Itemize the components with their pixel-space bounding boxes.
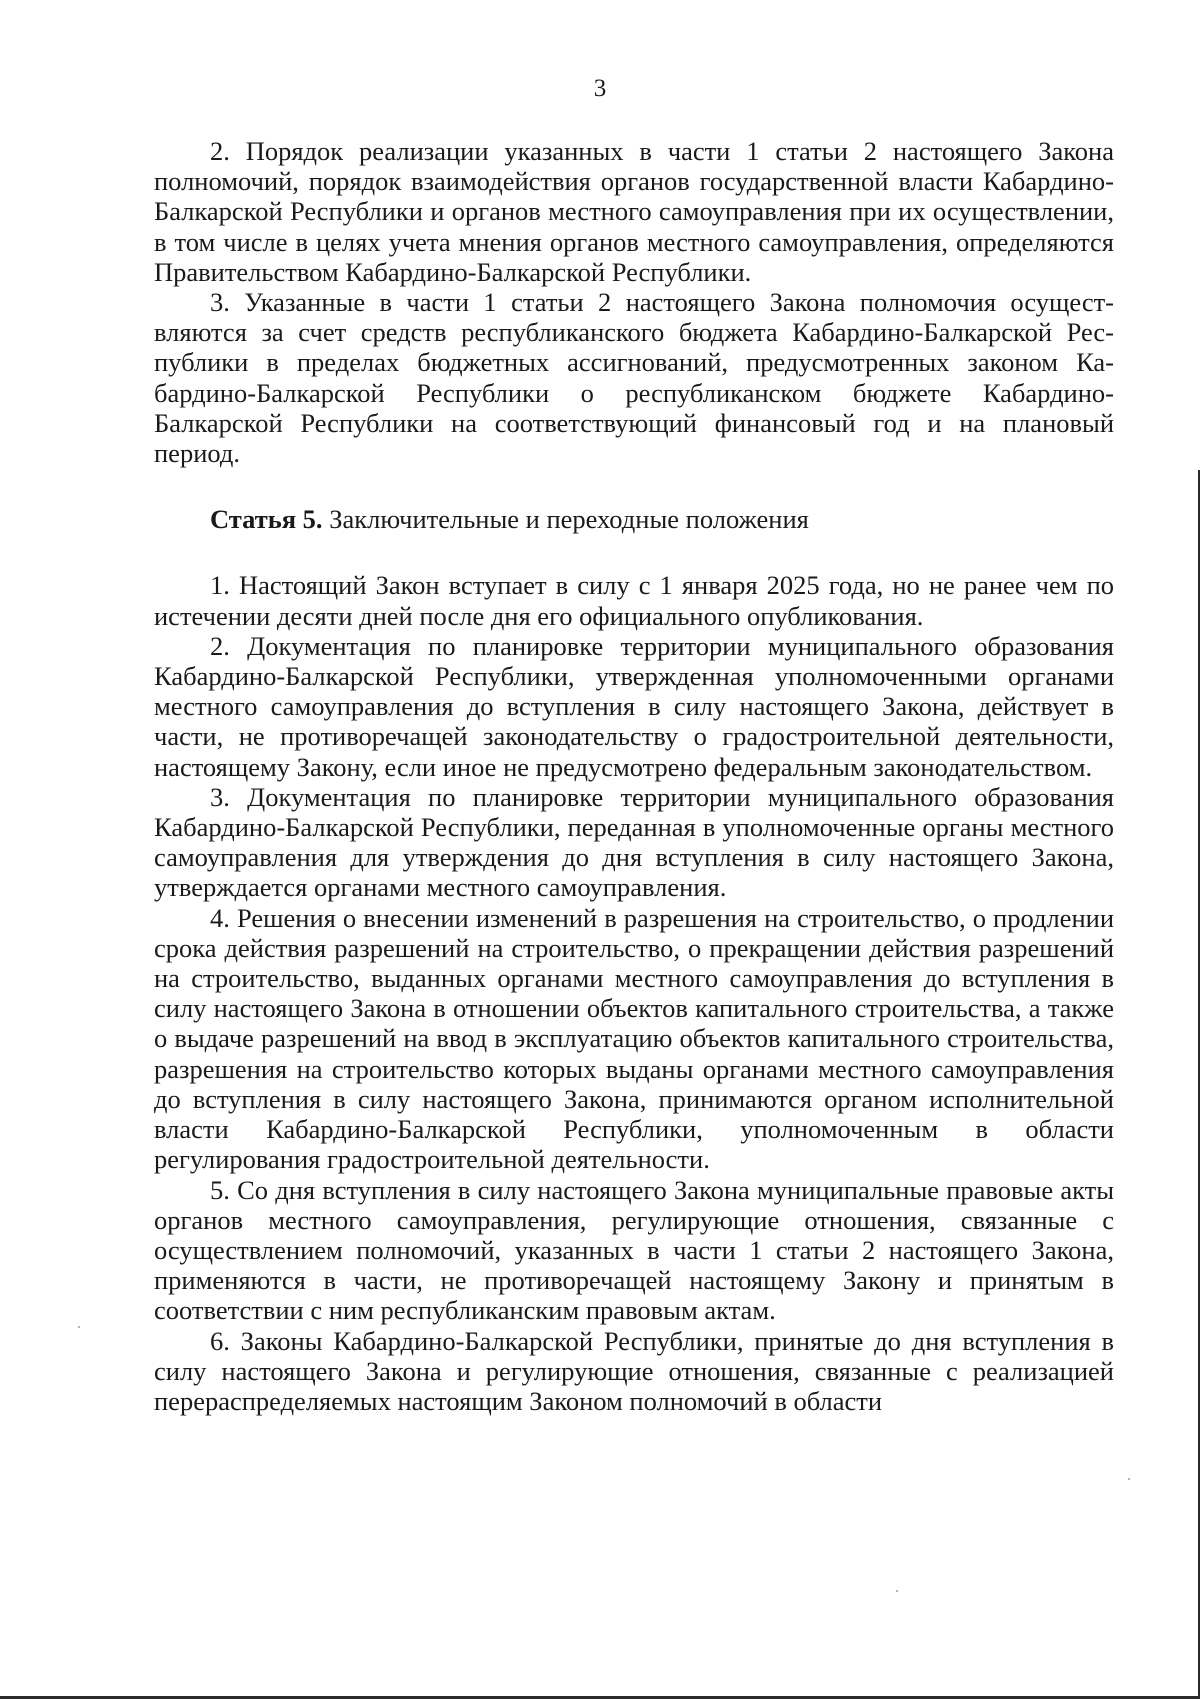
paragraph-article4-part2: 2. Порядок реализации указанных в части 1 статьи 2 настоящего Закона полномочий, порядок взаимодействия органов государственной власти Кабардино-Балкарской Республики и органов местного самоуправления при их осуществлении, в том числе в целях учета мнения органов местного самоуправления, определяются Правительством Кабардино-Балкарской Республики. — [154, 136, 1114, 287]
paragraph-article5-part2: 2. Документация по планировке территории муниципального образования Кабардино-Балкарской Республики, утвержденная уполномоченными органами местного самоуправления до вступления в силу настоящего Закона, действует в части, не противоречащей законодательству о градостроительной деятельности, настоящему Закону, если иное не предусмотрено федеральным законодательством. — [154, 630, 1114, 782]
article-number: Статья 5. — [210, 504, 323, 535]
scan-speck — [78, 1326, 80, 1328]
page-number: 3 — [593, 75, 607, 102]
scan-speck — [1128, 1478, 1130, 1480]
paragraph-article5-part6: 6. Законы Кабардино-Балкарской Республики, принятые до дня вступления в силу настоящего Закона и регулирующие отношения, связанные с реализацией перераспределяемых настоящим Законом полномочий в области — [154, 1325, 1114, 1416]
article-title: Заключительные и переходные положения — [329, 504, 809, 535]
paragraph-article5-part1: 1. Настоящий Закон вступает в силу с 1 января 2025 года, но не ранее чем по истечении десяти дней после дня его официального опубликования. — [154, 570, 1114, 631]
paragraph-article5-part5: 5. Со дня вступления в силу настоящего Закона муниципальные правовые акты органов местного самоуправления, регулирующие отношения, связанные с осуществлением полномочий, указанных в части 1 статьи 2 настоящего Закона, применяются в части, не противоречащей настоящему Закону и принятым в соответствии с ним республиканским правовым актам. — [154, 1174, 1114, 1326]
document-body — [154, 136, 1114, 1416]
paragraph-article4-part3: 3. Указанные в части 1 статьи 2 настоящего Закона полномочия осуществляются за счет средств республиканского бюджета Кабардино-Балкарской Республики в пределах бюджетных ассигнований, предусмотренных законом Кабардино-Балкарской Республики о республиканском бюджете Кабардино-Балкарской Республики на соответствующий финансовый год и на плановый период. — [154, 287, 1114, 469]
paragraph-article5-part4: 4. Решения о внесении изменений в разрешения на строительство, о продлении срока действия разрешений на строительство, о прекращении действия разрешений на строительство, выданных органами местного самоуправления до вступления в силу настоящего Закона в отношении объектов капитального строительства, а также о выдаче разрешений на ввод в эксплуатацию объектов капитального строительства, разрешения на строительство которых выданы органами местного самоуправления до вступления в силу настоящего Закона, принимаются органом исполнительной власти Кабардино-Балкарской Республики, уполномоченным в области регулирования градостроительной деятельности. — [154, 902, 1114, 1175]
scan-speck — [896, 1590, 898, 1592]
paragraph-article5-part3: 3. Документация по планировке территории муниципального образования Кабардино-Балкарской Республики, переданная в уполномоченные органы местного самоуправления для утверждения до дня вступления в силу настоящего Закона, утверждается органами местного самоуправления. — [154, 781, 1114, 903]
article-heading — [154, 504, 1114, 534]
